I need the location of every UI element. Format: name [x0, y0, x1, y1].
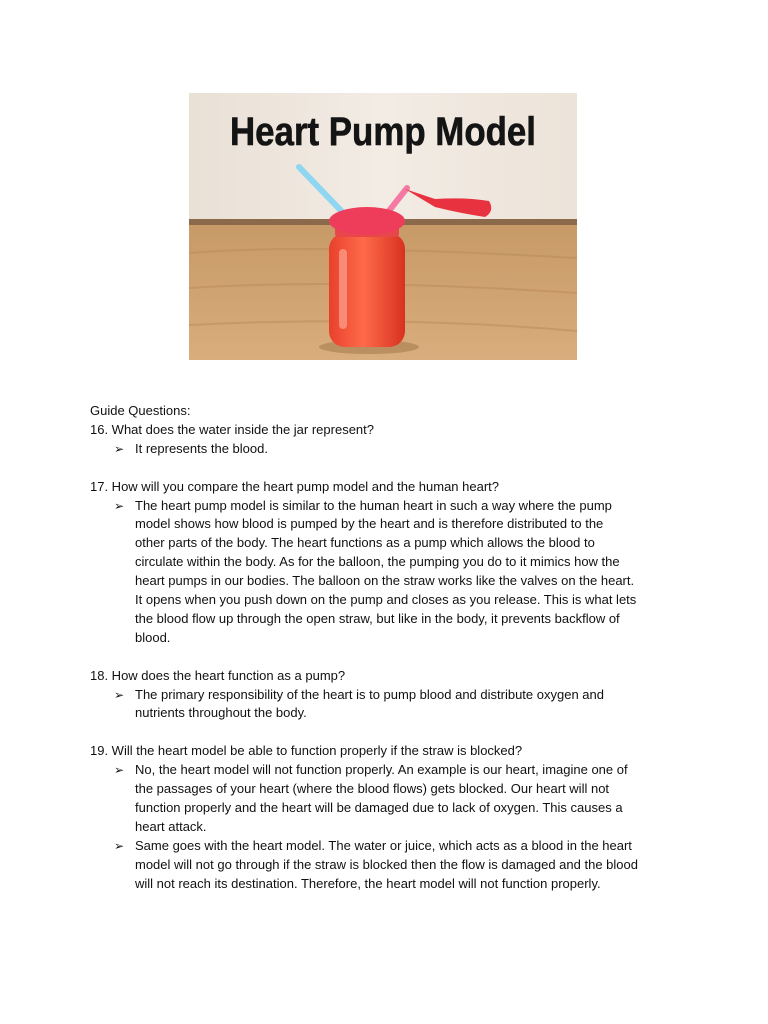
answer-line: circulate within the body. As for the balloon, the pumping you do to it mimics how the: [135, 554, 620, 570]
question-block-17: [90, 478, 690, 648]
photo-illustration: [189, 93, 577, 360]
answer-line: Same goes with the heart model. The water or juice, which acts as a blood in the heart: [135, 837, 632, 853]
answer-line: will not reach its destination. Therefore, the heart model will not function properly.: [135, 875, 601, 891]
figure-title: Heart Pump Model: [230, 110, 536, 154]
question-text: 17. How will you compare the heart pump model and the human heart?: [90, 478, 500, 494]
answer-line: the blood flow up through the open straw, but like in the body, it prevents backflow of: [135, 610, 620, 626]
question-block-18: [90, 667, 690, 724]
answer-bullet: [90, 686, 690, 724]
answer-line: heart attack.: [135, 818, 207, 834]
answer-line: The heart pump model is similar to the human heart in such a way where the pump: [135, 497, 612, 513]
arrowhead-bullet-icon: ➢: [114, 441, 125, 456]
answer-line: the passages of your heart (where the blood flows) gets blocked. Our heart will not: [135, 781, 610, 797]
answer-bullet: [90, 497, 690, 648]
question-block-16: [90, 421, 690, 459]
answer-line: heart pumps in our bodies. The balloon on the straw works like the valves on the heart.: [135, 573, 635, 589]
answer-line: blood.: [135, 629, 171, 645]
jar-lid: [329, 207, 405, 235]
answer-line: The primary responsibility of the heart is to pump blood and distribute oxygen and: [135, 686, 604, 702]
question-block-19: [90, 742, 690, 893]
arrowhead-bullet-icon: ➢: [114, 687, 125, 702]
arrowhead-bullet-icon: ➢: [114, 763, 125, 778]
answer-bullet: [90, 440, 690, 459]
answer-bullet: [90, 837, 690, 894]
answer-bullet: [90, 761, 690, 837]
arrowhead-bullet-icon: ➢: [114, 838, 125, 853]
answer-line: nutrients throughout the body.: [135, 705, 307, 721]
question-text: 19. Will the heart model be able to function properly if the straw is blocked?: [90, 743, 523, 759]
jar-highlight: [339, 249, 347, 329]
guide-questions: [90, 402, 690, 894]
arrowhead-bullet-icon: ➢: [114, 498, 125, 513]
answer-line: function properly and the heart will be damaged due to lack of oxygen. This causes a: [135, 799, 623, 815]
answer-line: No, the heart model will not function properly. An example is our heart, imagine one of: [135, 762, 628, 778]
answer-line: It represents the blood.: [135, 440, 268, 456]
answer-line: model shows how blood is pumped by the heart and is therefore distributed to the: [135, 516, 604, 532]
question-text: 18. How does the heart function as a pump?: [90, 667, 346, 683]
answer-line: model will not go through if the straw is blocked then the flow is damaged and the blood: [135, 856, 638, 872]
question-text: 16. What does the water inside the jar represent?: [90, 421, 374, 437]
answer-line: other parts of the body. The heart functions as a pump which allows the blood to: [135, 535, 595, 551]
answer-line: It opens when you push down on the pump and closes as you release. This is what lets: [135, 592, 637, 608]
guide-heading: Guide Questions:: [90, 403, 191, 418]
heart-pump-model-photo: [189, 93, 577, 360]
